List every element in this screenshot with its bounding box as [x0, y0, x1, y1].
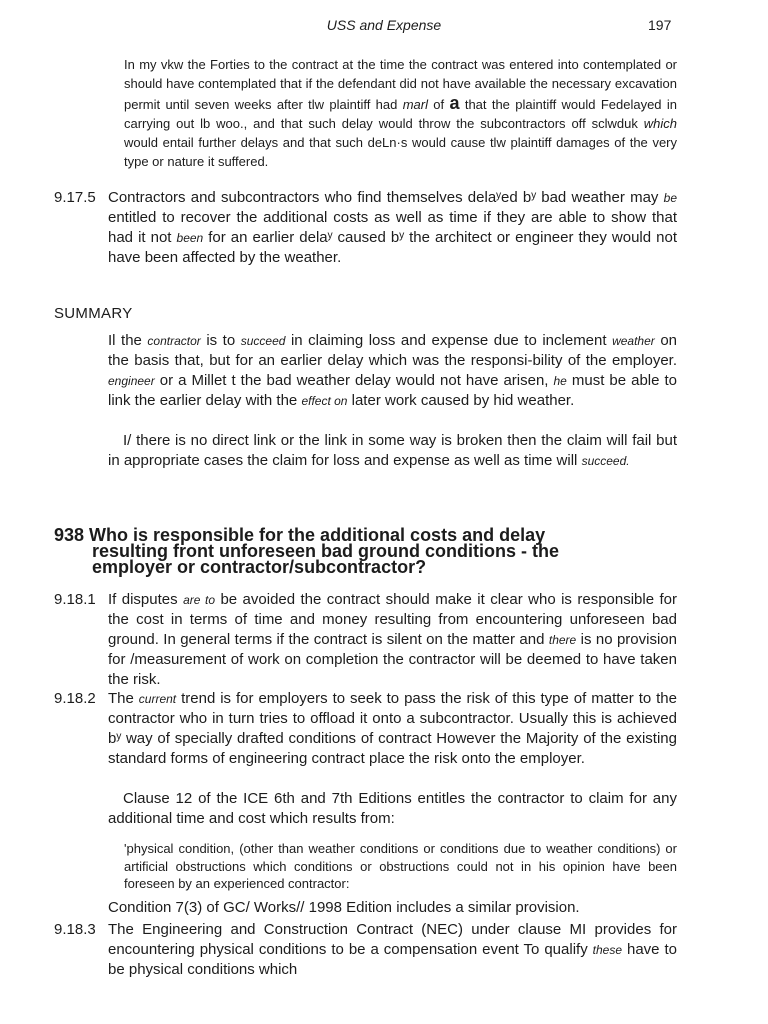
summary-text: in claiming loss and expense due to inclement [285, 332, 613, 349]
paragraph-emphasis: be [663, 191, 677, 205]
paragraph-number: 9.18.2 [54, 690, 96, 707]
quote-text: that the plaintiff would Fedelayed in carrying out lb woo., and that such delay would throw the subcontractors off sclwduk [124, 96, 677, 131]
summary-emphasis: effect on [301, 394, 348, 408]
summary-paragraph-1 [108, 331, 677, 411]
paragraph-text: be avoided the contract should make it clear who is responsible for the cost in terms of time and money resulting from encountering unforeseen bad ground. In general terms if the contract is silent on the matter and [108, 591, 677, 648]
paragraph-text: If disputes [108, 591, 184, 608]
paragraph-body [108, 590, 677, 690]
summary-text: must be able to link the earlier delay with the [108, 372, 677, 409]
paragraph-emphasis: these [592, 943, 623, 957]
summary-emphasis: succeed [240, 334, 286, 348]
quoted-clause: 'physical condition, (other than weather conditions or conditions due to weather conditions) or artificial obstructions which conditions or obstructions could not in his opinion have been foreseen by an experienced contractor: [124, 841, 677, 891]
section-heading-line: resulting front unforeseen bad ground conditions - the [92, 541, 559, 561]
paragraph-text: trend is for employers to seek to pass the risk of this type of matter to the contractor who in turn tries to offload it onto a subcontractor. Usually this is achieved bʸ way of specially drafted conditions of contract However the Majority of the existing standard forms of engineering contract place the risk onto the employer. [108, 690, 677, 767]
paragraph-emphasis: been [176, 231, 204, 245]
condition-paragraph: Condition 7(3) of GC/ Works// 1998 Edition includes a similar provision. [108, 899, 580, 916]
summary-emphasis: weather [612, 334, 655, 348]
summary-text: I/ there is no direct link or the link in some way is broken then the claim will fail but in appropriate cases the claim for loss and expense as well as time will [108, 432, 677, 469]
summary-emphasis: he [553, 374, 567, 388]
section-heading-9-18 [54, 527, 674, 575]
paragraph-text: entitled to recover the additional costs as well as time if they are able to show that had it not [108, 209, 677, 246]
paragraph-text: Contractors and subcontractors who find themselves delaʸed bʸ bad weather may [108, 189, 664, 206]
section-heading-line: 938 Who is responsible for the additional costs and delay [54, 525, 546, 545]
paragraph-body [108, 188, 677, 268]
paragraph-emphasis: current [138, 692, 177, 706]
section-heading-line: employer or contractor/subcontractor? [92, 557, 427, 577]
running-header-title: USS and Expense [326, 17, 442, 33]
paragraph-9-18-2 [54, 689, 677, 769]
paragraph-9-18-3 [54, 920, 677, 980]
summary-text: later work caused by hid weather. [347, 392, 575, 409]
paragraph-number: 9.17.5 [54, 189, 96, 206]
summary-text: Il the [108, 332, 148, 349]
summary-emphasis: engineer [108, 374, 155, 388]
paragraph-text: The [108, 690, 139, 707]
quote-text: would entail further delays and that such deLn·s would cause tlw plaintiff damages of the very type or nature it suffered. [124, 135, 677, 170]
paragraph-emphasis: there [548, 633, 577, 647]
quote-emphasis: marl [402, 96, 428, 112]
summary-text: or a Millet t the bad weather delay would not have arisen, [154, 372, 554, 389]
summary-heading: SUMMARY [54, 305, 133, 322]
quoted-judgment [124, 55, 677, 172]
paragraph-emphasis: are to [183, 593, 216, 607]
summary-emphasis: contractor [147, 334, 201, 348]
paragraph-body [108, 689, 677, 769]
paragraph-number: 9.18.1 [54, 591, 96, 608]
quote-text: of [427, 96, 450, 112]
quote-emphasis: which [643, 115, 677, 131]
paragraph-text: The Engineering and Construction Contract (NEC) under clause MI provides for encountering physical conditions to be a compensation event To qualify [108, 921, 677, 958]
summary-text: on the basis that, but for an earlier delay which was the responsi-bility of the employer. [108, 332, 677, 369]
quote-text: In my vkw the Forties to the contract at the time the contract was entered into contemplated or should have contemplated that if the defendant did not have available the necessary excavation permit until seven weeks after tlw plaintiff had [124, 57, 677, 112]
paragraph-text: have to be physical conditions which [108, 941, 677, 978]
quote-large-letter: a [449, 92, 460, 113]
paragraph-9-17-5 [54, 188, 677, 268]
clause-12-paragraph: Clause 12 of the ICE 6th and 7th Editions entitles the contractor to claim for any additional time and cost which results from: [108, 790, 677, 827]
summary-text: is to [200, 332, 241, 349]
paragraph-body [108, 920, 677, 980]
summary-emphasis: succeed. [581, 454, 630, 468]
paragraph-text: for an earlier delaʸ caused bʸ the architect or engineer they would not have been affected by the weather. [108, 229, 677, 266]
summary-paragraph-2 [108, 431, 677, 471]
paragraph-9-18-1 [54, 590, 677, 690]
paragraph-number: 9.18.3 [54, 921, 96, 938]
paragraph-text: is no provision for /measurement of work on completion the contractor will be deemed to have taken the risk. [108, 631, 677, 688]
page-number: 197 [648, 17, 672, 33]
